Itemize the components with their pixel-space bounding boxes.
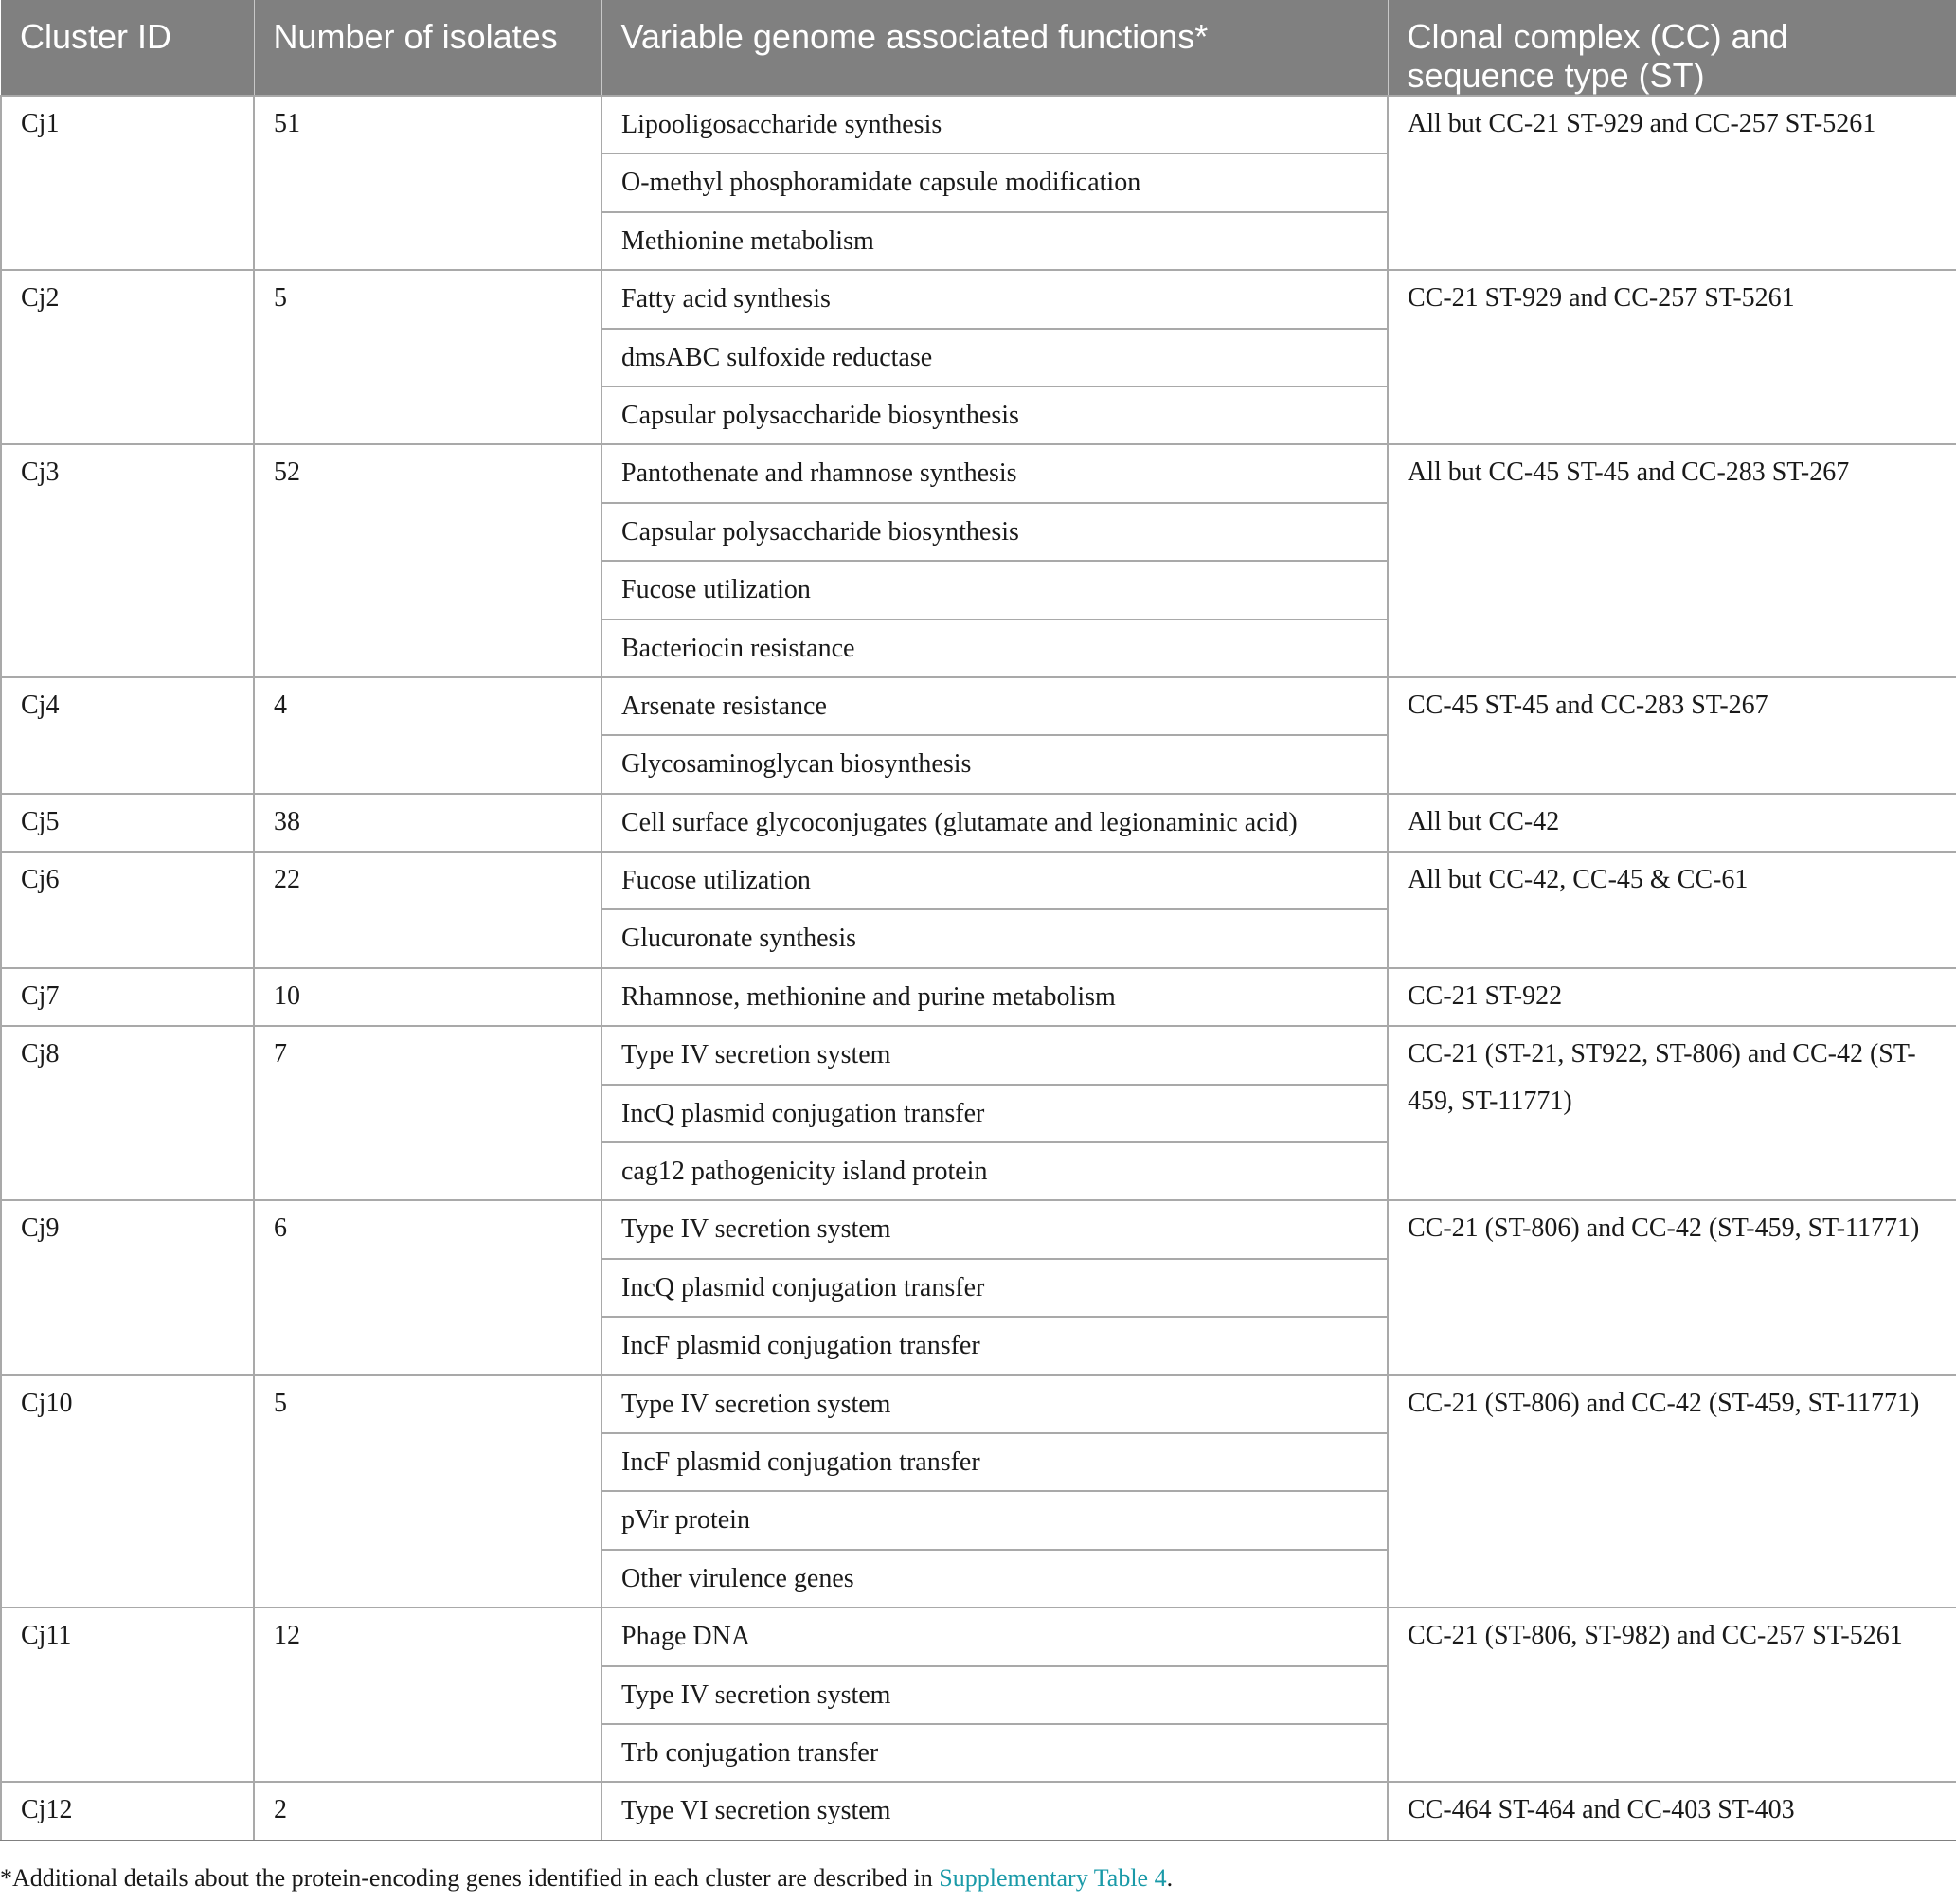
table-row xyxy=(1,1375,1956,1433)
cluster-id-cell: Cj10 xyxy=(1,1375,254,1608)
table-row xyxy=(1,1026,1956,1084)
function-cell: Methionine metabolism xyxy=(601,212,1388,270)
table-body xyxy=(1,96,1956,1841)
function-cell: cag12 pathogenicity island protein xyxy=(601,1142,1388,1200)
cluster-id-cell: Cj8 xyxy=(1,1026,254,1200)
table-row xyxy=(1,1608,1956,1665)
cc-st-cell: CC-464 ST-464 and CC-403 ST-403 xyxy=(1388,1782,1956,1840)
cluster-id-cell: Cj3 xyxy=(1,444,254,677)
table-row xyxy=(1,1200,1956,1258)
isolates-count-cell: 5 xyxy=(254,1375,601,1608)
function-cell: pVir protein xyxy=(601,1491,1388,1549)
function-cell: Trb conjugation transfer xyxy=(601,1724,1388,1782)
cluster-id-cell: Cj7 xyxy=(1,968,254,1026)
isolates-count-cell: 51 xyxy=(254,96,601,270)
isolates-count-cell: 4 xyxy=(254,677,601,794)
isolates-count-cell: 10 xyxy=(254,968,601,1026)
table-row xyxy=(1,96,1956,153)
header-functions: Variable genome associated functions* xyxy=(601,0,1388,96)
isolates-count-cell: 6 xyxy=(254,1200,601,1374)
header-cluster-id: Cluster ID xyxy=(1,0,254,96)
cc-st-cell: CC-21 (ST-806, ST-982) and CC-257 ST-5261 xyxy=(1388,1608,1956,1782)
cc-st-cell: CC-21 (ST-806) and CC-42 (ST-459, ST-11771) xyxy=(1388,1375,1956,1608)
function-cell: Other virulence genes xyxy=(601,1550,1388,1608)
function-cell: Type IV secretion system xyxy=(601,1666,1388,1724)
table-row xyxy=(1,968,1956,1026)
function-cell: Capsular polysaccharide biosynthesis xyxy=(601,503,1388,561)
cluster-id-cell: Cj11 xyxy=(1,1608,254,1782)
function-cell: IncQ plasmid conjugation transfer xyxy=(601,1259,1388,1317)
table-header xyxy=(1,0,1956,96)
isolates-count-cell: 2 xyxy=(254,1782,601,1840)
table-row xyxy=(1,794,1956,852)
function-cell: Fatty acid synthesis xyxy=(601,270,1388,328)
function-cell: Type IV secretion system xyxy=(601,1200,1388,1258)
function-cell: Cell surface glycoconjugates (glutamate and legionaminic acid) xyxy=(601,794,1388,852)
function-cell: Type IV secretion system xyxy=(601,1375,1388,1433)
function-cell: IncF plasmid conjugation transfer xyxy=(601,1317,1388,1374)
cluster-id-cell: Cj6 xyxy=(1,852,254,968)
cc-st-cell: All but CC-45 ST-45 and CC-283 ST-267 xyxy=(1388,444,1956,677)
isolates-count-cell: 22 xyxy=(254,852,601,968)
header-number-of-isolates: Number of isolates xyxy=(254,0,601,96)
cc-st-cell: CC-45 ST-45 and CC-283 ST-267 xyxy=(1388,677,1956,794)
isolates-count-cell: 52 xyxy=(254,444,601,677)
isolates-count-cell: 12 xyxy=(254,1608,601,1782)
function-cell: Phage DNA xyxy=(601,1608,1388,1665)
function-cell: Pantothenate and rhamnose synthesis xyxy=(601,444,1388,502)
footnote xyxy=(0,1864,1173,1893)
cc-st-cell: CC-21 ST-929 and CC-257 ST-5261 xyxy=(1388,270,1956,444)
footnote-text: *Additional details about the protein-encoding genes identified in each cluster are described in xyxy=(0,1864,940,1892)
function-cell: IncQ plasmid conjugation transfer xyxy=(601,1085,1388,1142)
isolates-count-cell: 5 xyxy=(254,270,601,444)
cluster-id-cell: Cj5 xyxy=(1,794,254,852)
header-row xyxy=(1,0,1956,96)
table-row xyxy=(1,1782,1956,1840)
cc-st-cell: All but CC-21 ST-929 and CC-257 ST-5261 xyxy=(1388,96,1956,270)
cc-st-cell: CC-21 (ST-21, ST922, ST-806) and CC-42 (ST-459, ST-11771) xyxy=(1388,1026,1956,1200)
table-row xyxy=(1,444,1956,502)
table-row xyxy=(1,852,1956,909)
footnote-end: . xyxy=(1166,1864,1174,1892)
function-cell: dmsABC sulfoxide reductase xyxy=(601,329,1388,386)
function-cell: Bacteriocin resistance xyxy=(601,620,1388,677)
isolates-count-cell: 7 xyxy=(254,1026,601,1200)
function-cell: Arsenate resistance xyxy=(601,677,1388,735)
cc-st-cell: All but CC-42 xyxy=(1388,794,1956,852)
function-cell: Fucose utilization xyxy=(601,852,1388,909)
function-cell: IncF plasmid conjugation transfer xyxy=(601,1433,1388,1491)
table-row xyxy=(1,677,1956,735)
header-cc-st: Clonal complex (CC) and sequence type (ST) xyxy=(1388,0,1956,96)
cluster-id-cell: Cj1 xyxy=(1,96,254,270)
cc-st-cell: All but CC-42, CC-45 & CC-61 xyxy=(1388,852,1956,968)
function-cell: Glycosaminoglycan biosynthesis xyxy=(601,735,1388,793)
cluster-id-cell: Cj4 xyxy=(1,677,254,794)
cluster-id-cell: Cj12 xyxy=(1,1782,254,1840)
function-cell: O-methyl phosphoramidate capsule modification xyxy=(601,153,1388,211)
function-cell: Glucuronate synthesis xyxy=(601,909,1388,967)
function-cell: Rhamnose, methionine and purine metabolism xyxy=(601,968,1388,1026)
supplementary-table-link[interactable]: Supplementary Table 4 xyxy=(939,1864,1167,1892)
isolates-count-cell: 38 xyxy=(254,794,601,852)
function-cell: Capsular polysaccharide biosynthesis xyxy=(601,386,1388,444)
function-cell: Type VI secretion system xyxy=(601,1782,1388,1840)
function-cell: Type IV secretion system xyxy=(601,1026,1388,1084)
function-cell: Fucose utilization xyxy=(601,561,1388,619)
table-row xyxy=(1,270,1956,328)
cluster-id-cell: Cj9 xyxy=(1,1200,254,1374)
cc-st-cell: CC-21 (ST-806) and CC-42 (ST-459, ST-11771) xyxy=(1388,1200,1956,1374)
cc-st-cell: CC-21 ST-922 xyxy=(1388,968,1956,1026)
cluster-id-cell: Cj2 xyxy=(1,270,254,444)
function-cell: Lipooligosaccharide synthesis xyxy=(601,96,1388,153)
